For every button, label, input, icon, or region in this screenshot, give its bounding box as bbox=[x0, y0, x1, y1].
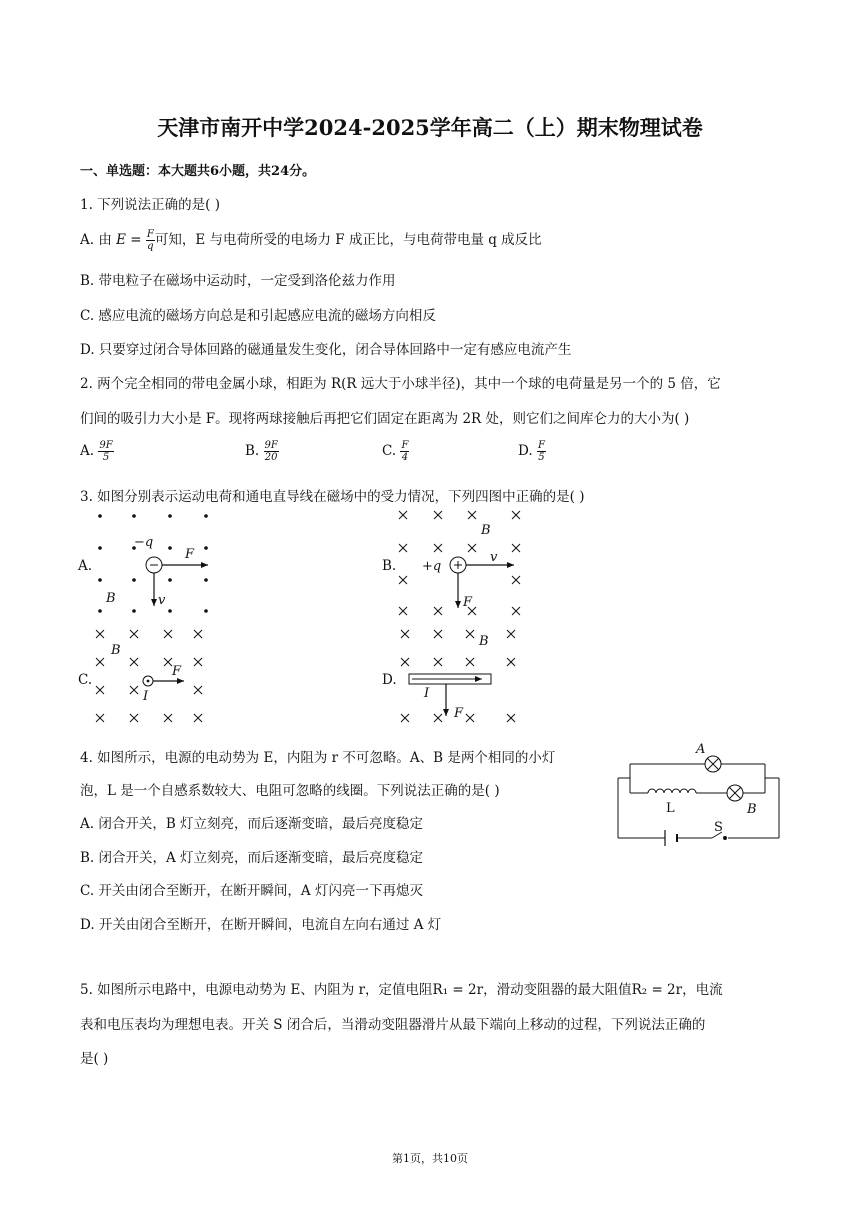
force-label-b: F bbox=[463, 595, 473, 610]
q2-a-num: 9F bbox=[99, 440, 113, 451]
q1-a-suffix: 可知，E 与电荷所受的电场力 F 成正比，与电荷带电量 q 成反比 bbox=[154, 232, 542, 248]
field-label-b: B bbox=[481, 523, 491, 538]
lamp-b bbox=[727, 785, 743, 801]
current-label-c: I bbox=[143, 689, 149, 704]
q3-figure-b bbox=[399, 511, 520, 615]
field-label-c: B bbox=[111, 643, 121, 658]
lamp-b-label: B bbox=[747, 802, 757, 817]
q2-a-label: A. bbox=[80, 443, 95, 459]
q3-figure-d bbox=[401, 630, 515, 722]
page-footer: 第1页，共10页 bbox=[392, 1152, 468, 1165]
force-label-d: F bbox=[454, 706, 464, 721]
q5-line2: 表和电压表均为理想电表。开关 S 闭合后，当滑动变阻器滑片从最下端向上移动的过程，下列说法正确的 bbox=[80, 1017, 706, 1033]
charge-label-b: +q bbox=[422, 559, 442, 574]
q2-b-den: 20 bbox=[264, 452, 278, 463]
q2-c-num: F bbox=[401, 440, 409, 451]
q2-a-den: 5 bbox=[102, 452, 110, 463]
q3-figure-a bbox=[98, 514, 208, 613]
q1-a-frac-num: F bbox=[146, 229, 154, 240]
q1-option-b: B. 带电粒子在磁场中运动时，一定受到洛伦兹力作用 bbox=[80, 273, 396, 289]
q5-line3: 是( ) bbox=[80, 1051, 109, 1067]
force-label-a: F bbox=[185, 547, 195, 562]
q4-option-d: D. 开关由闭合至断开，在断开瞬间，电流自左向右通过 A 灯 bbox=[80, 917, 442, 933]
q3-figure-c bbox=[96, 630, 202, 722]
force-label-c: F bbox=[172, 664, 182, 679]
q3-label-d: D. bbox=[382, 672, 397, 688]
q1-a-prefix: A. 由 bbox=[80, 232, 117, 248]
charge-label-a: −q bbox=[134, 535, 154, 550]
q3-label-b: B. bbox=[382, 558, 397, 574]
q4-circuit bbox=[618, 742, 779, 846]
q1-option-c: C. 感应电流的磁场方向总是和引起感应电流的磁场方向相反 bbox=[80, 308, 436, 324]
switch-label: S bbox=[714, 820, 723, 835]
coil-label: L bbox=[666, 801, 675, 816]
q1-a-frac-den: q bbox=[147, 241, 154, 252]
q4-option-c: C. 开关由闭合至断开，在断开瞬间，A 灯闪亮一下再熄灭 bbox=[80, 883, 423, 899]
field-label-d: B bbox=[479, 634, 489, 649]
field-label-a: B bbox=[106, 591, 116, 606]
lamp-a bbox=[705, 756, 721, 772]
field-crosses-b bbox=[399, 511, 520, 615]
q2-b-label: B. bbox=[245, 443, 260, 459]
q3-label-c: C. bbox=[78, 672, 93, 688]
q2-d-num: F bbox=[537, 440, 545, 451]
section-heading: 一、单选题：本大题共6小题，共24分。 bbox=[80, 164, 316, 179]
q4-line1: 4. 如图所示，电源的电动势为 E，内阻为 r 不可忽略。A、B 是两个相同的小灯 bbox=[80, 750, 556, 766]
lamp-a-label: A bbox=[696, 742, 706, 757]
q1-a-formula-lhs: E = bbox=[116, 232, 142, 248]
q5-line1: 5. 如图所示电路中，电源电动势为 E、内阻为 r，定值电阻R₁ = 2r，滑动变阻器的最大阻值R₂ = 2r，电流 bbox=[80, 982, 723, 998]
q2-d-label: D. bbox=[518, 443, 533, 459]
q1-option-d: D. 只要穿过闭合导体回路的磁通量发生变化，闭合导体回路中一定有感应电流产生 bbox=[80, 342, 572, 358]
page-title: 天津市南开中学2024-2025学年高二（上）期末物理试卷 bbox=[157, 115, 703, 140]
q4-option-b: B. 闭合开关，A 灯立刻亮，而后逐渐变暗，最后亮度稳定 bbox=[80, 850, 424, 866]
q2-line1: 2. 两个完全相同的带电金属小球，相距为 R(R 远大于小球半径)，其中一个球的电荷量是另一个的 5 倍，它 bbox=[80, 376, 721, 392]
q2-c-den: 4 bbox=[401, 452, 409, 463]
q3-stem: 3. 如图分别表示运动电荷和通电直导线在磁场中的受力情况，下列四图中正确的是( ) bbox=[80, 489, 585, 505]
q3-label-a: A. bbox=[78, 558, 93, 574]
q4-line2: 泡，L 是一个自感系数较大、电阻可忽略的线圈。下列说法正确的是( ) bbox=[80, 783, 500, 799]
coil-l bbox=[648, 789, 696, 793]
battery bbox=[665, 830, 677, 846]
q2-d-den: 5 bbox=[538, 452, 545, 463]
q2-b-num: 9F bbox=[264, 440, 278, 451]
switch-s bbox=[724, 837, 727, 840]
q1-stem: 1. 下列说法正确的是( ) bbox=[80, 197, 220, 213]
q4-option-a: A. 闭合开关，B 灯立刻亮，而后逐渐变暗，最后亮度稳定 bbox=[80, 816, 424, 832]
current-label-d: I bbox=[424, 686, 430, 701]
q2-c-label: C. bbox=[382, 443, 397, 459]
velocity-label-a: v bbox=[158, 593, 166, 608]
q2-line2: 们间的吸引力大小是 F。现将两球接触后再把它们固定在距离为 2R 处，则它们之间库仑力的大小为( ) bbox=[80, 411, 690, 427]
velocity-label-b: v bbox=[490, 550, 498, 565]
